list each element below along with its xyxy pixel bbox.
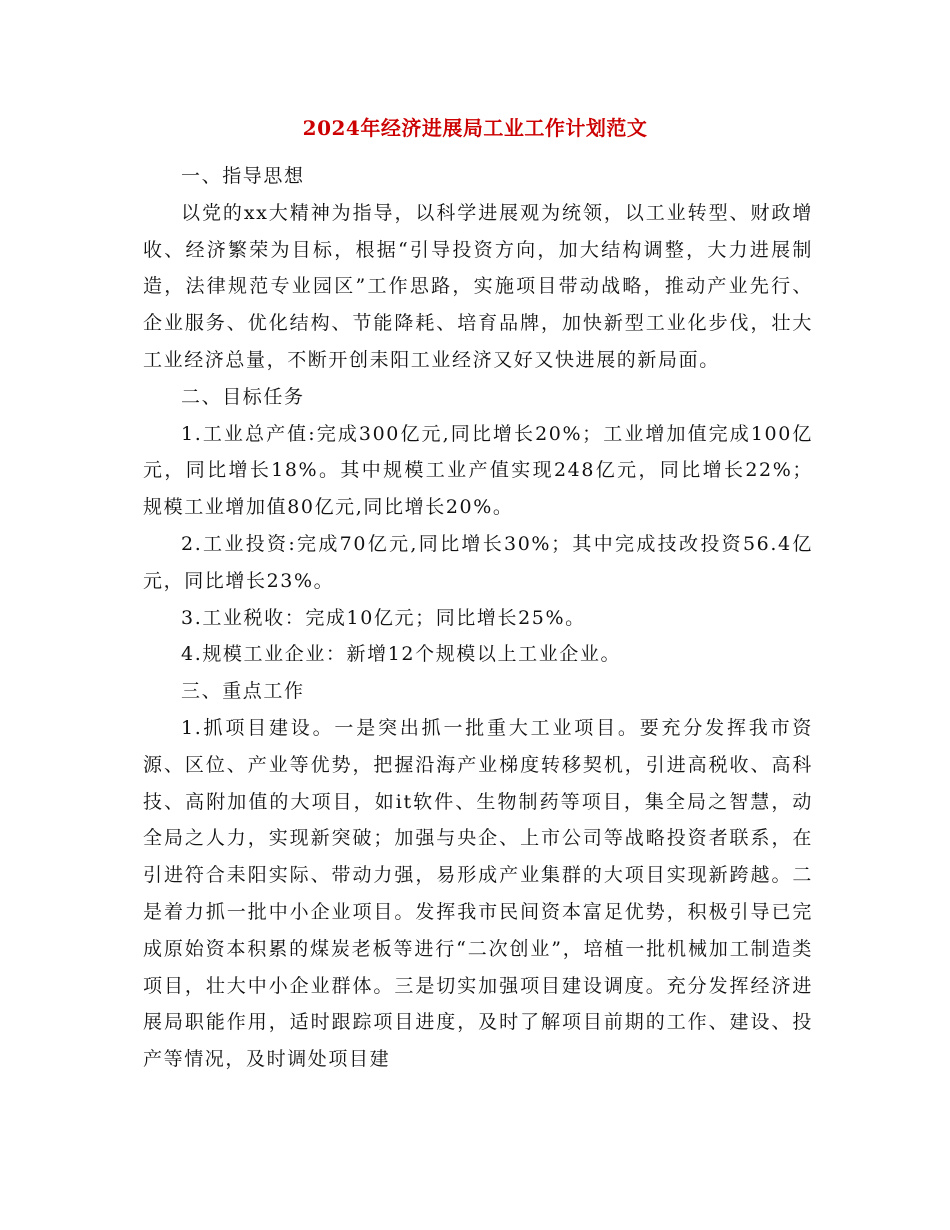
heading-key-work: 三、重点工作 bbox=[181, 680, 305, 703]
document-title: 2024年经济进展局工业工作计划范文 bbox=[302, 116, 648, 140]
paragraph-target-investment: 2.工业投资:完成70亿元,同比增长30%；其中完成技改投资56.4亿元，同比增长23%。 bbox=[143, 532, 813, 592]
paragraph-target-enterprises: 4.规模工业企业：新增12个规模以上工业企业。 bbox=[181, 643, 622, 666]
paragraph-project-construction: 1.抓项目建设。一是突出抓一批重大工业项目。要充分发挥我市资源、区位、产业等优势，把握沿海产业梯度转移契机，引进高税收、高科技、高附加值的大项目，如it软件、生物制药等项目，集全局之智慧，动全局之人力，实现新突破；加强与央企、上市公司等战略投资者联系，在引进符合耒阳实际、带动力强，易形成产业集群的大项目实现新跨越。二是着力抓一批中小企业项目。发挥我市民间资本富足优势，积极引导已完成原始资本积累的煤炭老板等进行“二次创业”，培植一批机械加工制造类项目，壮大中小企业群体。三是切实加强项目建设调度。充分发挥经济进展局职能作用，适时跟踪项目进度，及时了解项目前期的工作、建设、投产等情况，及时调处项目建 bbox=[143, 716, 813, 1071]
document-body bbox=[143, 158, 813, 1078]
paragraph-guiding-ideology: 以党的xx大精神为指导，以科学进展观为统领，以工业转型、财政增收、经济繁荣为目标，根据“引导投资方向，加大结构调整，大力进展制造，法律规范专业园区”工作思路，实施项目带动战略，推动产业先行、企业服务、优化结构、节能降耗、培育品牌，加快新型工业化步伐，壮大工业经济总量，不断开创耒阳工业经济又好又快进展的新局面。 bbox=[143, 201, 813, 371]
paragraph-target-tax: 3.工业税收：完成10亿元；同比增长25%。 bbox=[181, 606, 586, 629]
heading-guiding-ideology: 一、指导思想 bbox=[181, 165, 305, 187]
heading-target-tasks: 二、目标任务 bbox=[181, 385, 305, 408]
paragraph-target-output: 1.工业总产值:完成300亿元,同比增长20%；工业增加值完成100亿元，同比增长18%。其中规模工业产值实现248亿元，同比增长22%；规模工业增加值80亿元,同比增长20%。 bbox=[143, 422, 813, 519]
